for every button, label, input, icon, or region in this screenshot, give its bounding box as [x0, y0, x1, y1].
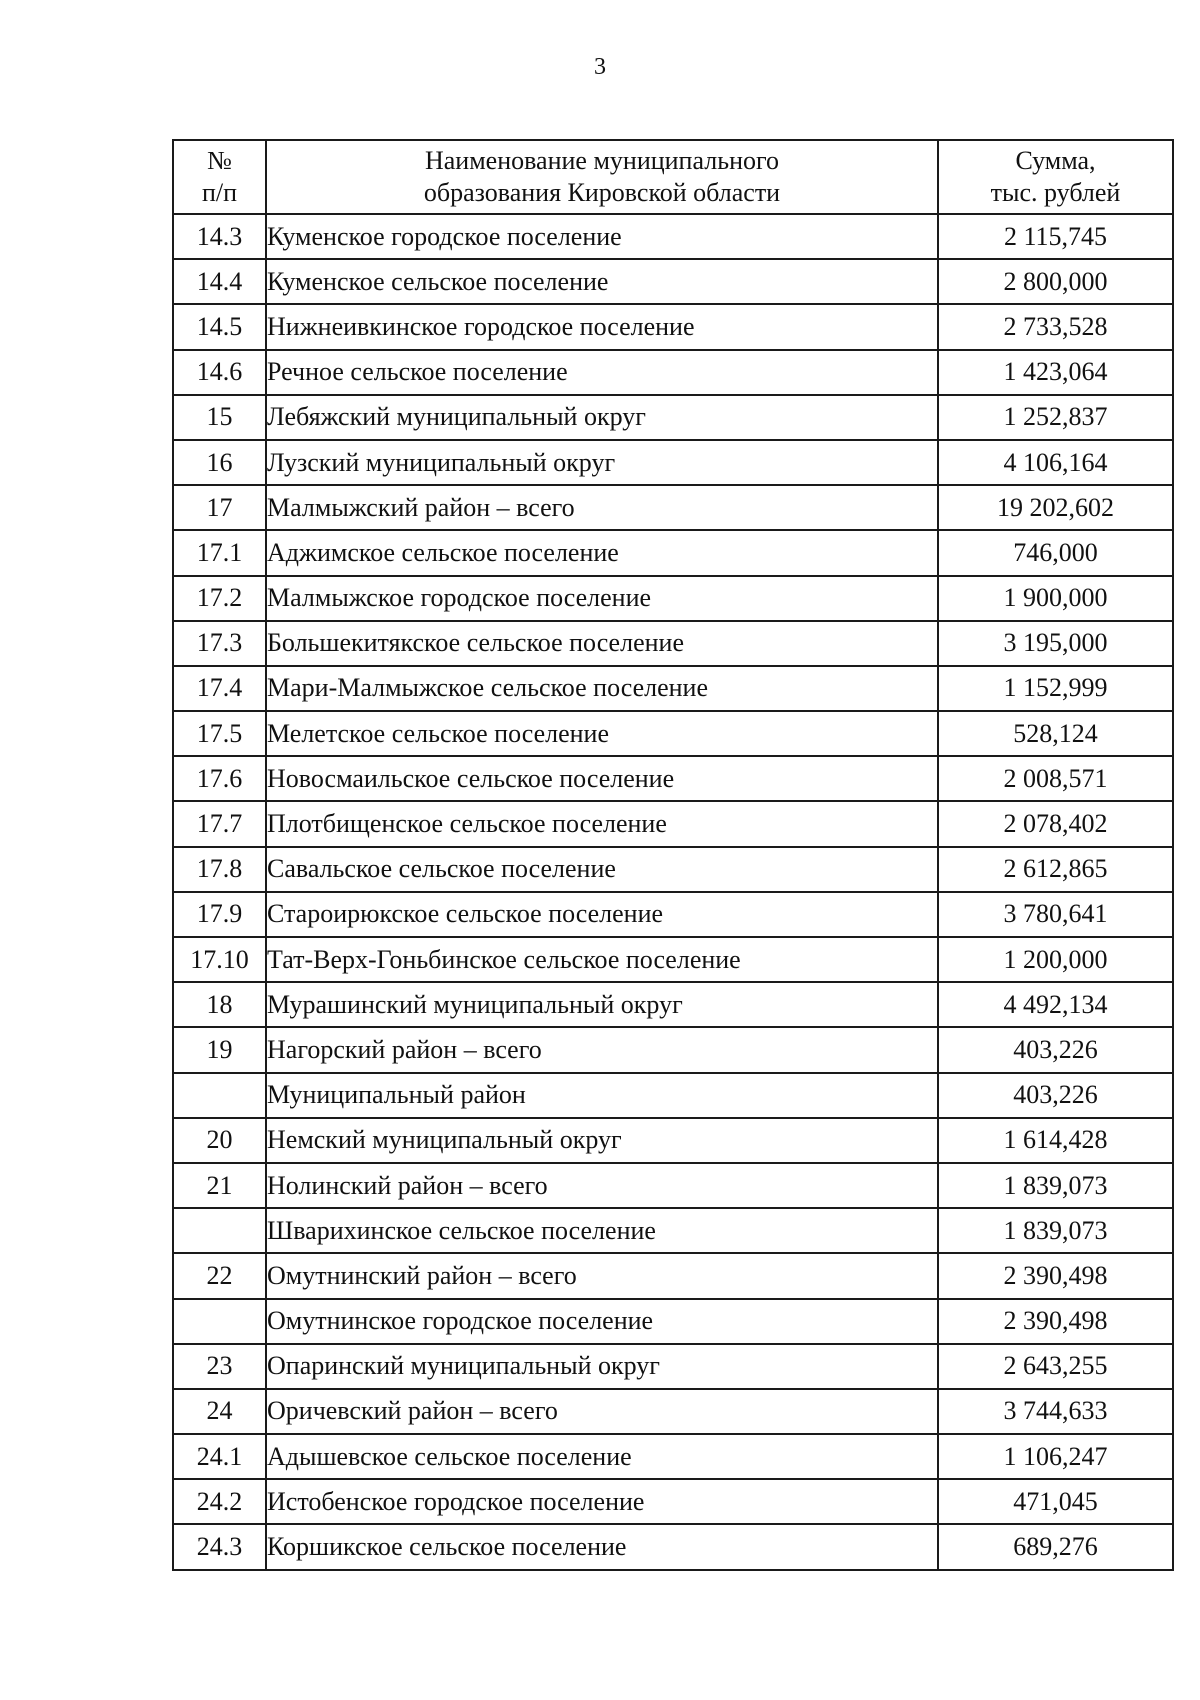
row-name-cell: Омутнинский район – всего [266, 1253, 938, 1298]
table-row [173, 1027, 1173, 1072]
row-name-cell: Нагорский район – всего [266, 1027, 938, 1072]
header-number-line1: № [207, 146, 232, 175]
row-number-cell: 23 [173, 1344, 266, 1389]
row-name-cell: Куменское сельское поселение [266, 259, 938, 304]
row-number-cell: 19 [173, 1027, 266, 1072]
row-name-cell: Нолинский район – всего [266, 1163, 938, 1208]
row-sum-cell: 403,226 [938, 1073, 1173, 1118]
row-sum-cell: 1 200,000 [938, 937, 1173, 982]
row-number-cell: 20 [173, 1118, 266, 1163]
row-name-cell: Тат-Верх-Гоньбинское сельское поселение [266, 937, 938, 982]
table-row [173, 1344, 1173, 1389]
row-sum-cell: 1 423,064 [938, 350, 1173, 395]
row-sum-cell: 2 612,865 [938, 847, 1173, 892]
page-number: 3 [594, 54, 606, 80]
table-row [173, 395, 1173, 440]
row-number-cell: 17 [173, 485, 266, 530]
row-name-cell: Мари-Малмыжское сельское поселение [266, 666, 938, 711]
row-name-cell: Новосмаильское сельское поселение [266, 756, 938, 801]
row-number-cell: 15 [173, 395, 266, 440]
table-row [173, 1253, 1173, 1298]
row-sum-cell: 4 106,164 [938, 440, 1173, 485]
row-sum-cell: 471,045 [938, 1479, 1173, 1524]
table-row [173, 1479, 1173, 1524]
header-number-column [173, 140, 266, 214]
row-sum-cell: 1 839,073 [938, 1208, 1173, 1253]
table-row [173, 1208, 1173, 1253]
table-header-row [173, 140, 1173, 214]
row-sum-cell: 3 780,641 [938, 892, 1173, 937]
row-sum-cell: 2 800,000 [938, 259, 1173, 304]
row-sum-cell: 403,226 [938, 1027, 1173, 1072]
row-name-cell: Большекитякское сельское поселение [266, 621, 938, 666]
row-name-cell: Опаринский муниципальный округ [266, 1344, 938, 1389]
row-sum-cell: 2 390,498 [938, 1299, 1173, 1344]
table-row [173, 214, 1173, 259]
row-sum-cell: 2 115,745 [938, 214, 1173, 259]
row-name-cell: Лузский муниципальный округ [266, 440, 938, 485]
table-row [173, 1073, 1173, 1118]
row-number-cell: 24.2 [173, 1479, 266, 1524]
table-row [173, 982, 1173, 1027]
allocation-table [172, 139, 1174, 1571]
row-number-cell [173, 1208, 266, 1253]
row-number-cell: 17.8 [173, 847, 266, 892]
row-number-cell: 17.4 [173, 666, 266, 711]
row-sum-cell: 1 614,428 [938, 1118, 1173, 1163]
header-number-line2: п/п [201, 178, 238, 207]
row-sum-cell: 689,276 [938, 1524, 1173, 1569]
row-number-cell [173, 1073, 266, 1118]
table-row [173, 1118, 1173, 1163]
header-name-line2: образования Кировской области [423, 178, 781, 207]
header-name-column [266, 140, 938, 214]
row-sum-cell: 528,124 [938, 711, 1173, 756]
row-sum-cell: 3 744,633 [938, 1389, 1173, 1434]
table-row [173, 530, 1173, 575]
row-number-cell: 18 [173, 982, 266, 1027]
row-name-cell: Речное сельское поселение [266, 350, 938, 395]
table-row [173, 304, 1173, 349]
row-number-cell: 14.5 [173, 304, 266, 349]
table-row [173, 1163, 1173, 1208]
table-row [173, 621, 1173, 666]
row-name-cell: Коршикское сельское поселение [266, 1524, 938, 1569]
table-row [173, 756, 1173, 801]
row-name-cell: Мелетское сельское поселение [266, 711, 938, 756]
row-name-cell: Нижнеивкинское городское поселение [266, 304, 938, 349]
header-sum-line2: тыс. рублей [990, 178, 1121, 207]
table-row [173, 937, 1173, 982]
row-sum-cell: 1 900,000 [938, 576, 1173, 621]
row-number-cell [173, 1299, 266, 1344]
row-sum-cell: 1 106,247 [938, 1434, 1173, 1479]
table-row [173, 576, 1173, 621]
row-number-cell: 14.6 [173, 350, 266, 395]
row-name-cell: Мурашинский муниципальный округ [266, 982, 938, 1027]
row-number-cell: 14.3 [173, 214, 266, 259]
row-number-cell: 21 [173, 1163, 266, 1208]
header-sum-column [938, 140, 1173, 214]
table-row [173, 485, 1173, 530]
row-sum-cell: 2 643,255 [938, 1344, 1173, 1389]
row-number-cell: 24 [173, 1389, 266, 1434]
table-row [173, 259, 1173, 304]
table-row [173, 892, 1173, 937]
row-number-cell: 24.3 [173, 1524, 266, 1569]
row-name-cell: Оричевский район – всего [266, 1389, 938, 1434]
row-number-cell: 17.7 [173, 801, 266, 846]
allocation-table-container [172, 139, 1172, 1571]
table-row [173, 1389, 1173, 1434]
row-name-cell: Немский муниципальный округ [266, 1118, 938, 1163]
row-name-cell: Аджимское сельское поселение [266, 530, 938, 575]
row-sum-cell: 1 839,073 [938, 1163, 1173, 1208]
header-name-line1: Наименование муниципального [424, 146, 780, 175]
row-sum-cell: 2 008,571 [938, 756, 1173, 801]
row-sum-cell: 2 078,402 [938, 801, 1173, 846]
table-row [173, 847, 1173, 892]
table-row [173, 350, 1173, 395]
row-name-cell: Плотбищенское сельское поселение [266, 801, 938, 846]
row-name-cell: Муниципальный район [266, 1073, 938, 1118]
row-number-cell: 22 [173, 1253, 266, 1298]
row-number-cell: 24.1 [173, 1434, 266, 1479]
row-sum-cell: 746,000 [938, 530, 1173, 575]
row-name-cell: Омутнинское городское поселение [266, 1299, 938, 1344]
table-row [173, 666, 1173, 711]
row-name-cell: Куменское городское поселение [266, 214, 938, 259]
row-number-cell: 17.5 [173, 711, 266, 756]
row-sum-cell: 3 195,000 [938, 621, 1173, 666]
table-header [173, 140, 1173, 214]
table-row [173, 1524, 1173, 1569]
row-number-cell: 14.4 [173, 259, 266, 304]
row-sum-cell: 1 252,837 [938, 395, 1173, 440]
row-sum-cell: 2 733,528 [938, 304, 1173, 349]
row-number-cell: 17.9 [173, 892, 266, 937]
row-number-cell: 17.1 [173, 530, 266, 575]
table-row [173, 440, 1173, 485]
table-row [173, 1299, 1173, 1344]
header-sum-line1: Сумма, [1015, 146, 1096, 175]
row-name-cell: Малмыжский район – всего [266, 485, 938, 530]
row-name-cell: Малмыжское городское поселение [266, 576, 938, 621]
table-body [173, 214, 1173, 1570]
row-name-cell: Адышевское сельское поселение [266, 1434, 938, 1479]
table-row [173, 711, 1173, 756]
row-number-cell: 16 [173, 440, 266, 485]
row-sum-cell: 2 390,498 [938, 1253, 1173, 1298]
row-number-cell: 17.10 [173, 937, 266, 982]
row-number-cell: 17.6 [173, 756, 266, 801]
table-row [173, 801, 1173, 846]
row-number-cell: 17.2 [173, 576, 266, 621]
row-name-cell: Савальское сельское поселение [266, 847, 938, 892]
row-sum-cell: 4 492,134 [938, 982, 1173, 1027]
row-name-cell: Староирюкское сельское поселение [266, 892, 938, 937]
row-sum-cell: 19 202,602 [938, 485, 1173, 530]
row-name-cell: Лебяжский муниципальный округ [266, 395, 938, 440]
row-name-cell: Шварихинское сельское поселение [266, 1208, 938, 1253]
row-name-cell: Истобенское городское поселение [266, 1479, 938, 1524]
row-sum-cell: 1 152,999 [938, 666, 1173, 711]
row-number-cell: 17.3 [173, 621, 266, 666]
table-row [173, 1434, 1173, 1479]
